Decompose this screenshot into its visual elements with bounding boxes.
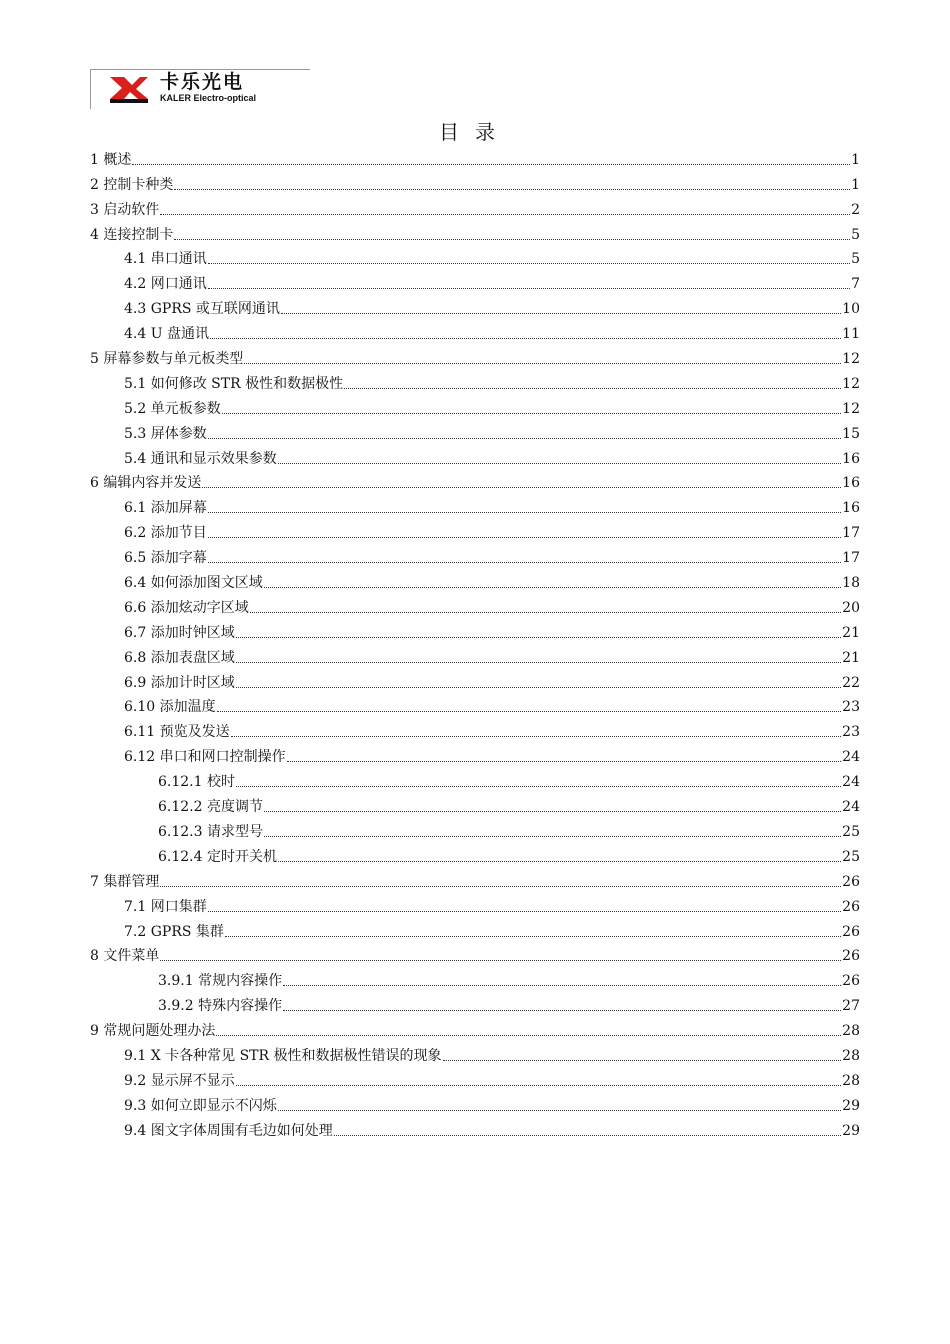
toc-dot-leader (222, 413, 841, 414)
toc-entry-label: 5 屏幕参数与单元板类型 (90, 351, 244, 368)
header-rule-left (90, 69, 91, 109)
toc-entry[interactable] (90, 318, 860, 343)
toc-entry[interactable] (90, 443, 860, 468)
toc-entry[interactable] (90, 1065, 860, 1090)
toc-dot-leader (208, 562, 841, 563)
toc-dot-leader (160, 886, 841, 887)
toc-entry-label: 4 连接控制卡 (90, 226, 174, 243)
toc-dot-leader (236, 637, 841, 638)
toc-entry-page: 17 (842, 525, 860, 542)
toc-dot-leader (208, 911, 841, 912)
toc-dot-leader (278, 861, 841, 862)
toc-entry-page: 5 (851, 226, 860, 243)
toc-dot-leader (344, 388, 841, 389)
toc-entry-page: 23 (842, 699, 860, 716)
toc-entry[interactable] (90, 1115, 860, 1140)
toc-entry-label: 3.9.2 特殊内容操作 (158, 998, 283, 1015)
toc-entry-label: 5.2 单元板参数 (124, 400, 221, 417)
toc-entry-page: 27 (842, 998, 860, 1015)
toc-entry[interactable] (90, 268, 860, 293)
toc-entry-page: 1 (851, 176, 860, 193)
toc-entry[interactable] (90, 941, 860, 966)
toc-entry-label: 7.2 GPRS 集群 (124, 923, 224, 940)
toc-dot-leader (236, 1085, 841, 1086)
toc-entry-label: 6.6 添加炫动字区域 (124, 599, 249, 616)
toc-entry-label: 5.1 如何修改 STR 极性和数据极性 (124, 375, 344, 392)
toc-entry-page: 25 (842, 848, 860, 865)
toc-entry-label: 7.1 网口集群 (124, 898, 207, 915)
toc-entry[interactable] (90, 542, 860, 567)
toc-entry[interactable] (90, 766, 860, 791)
toc-entry-page: 12 (842, 400, 860, 417)
toc-entry-label: 6.11 预览及发送 (124, 724, 230, 741)
toc-entry-label: 6.12.1 校时 (158, 774, 235, 791)
toc-entry-label: 6.12.2 亮度调节 (158, 799, 263, 816)
toc-dot-leader (236, 662, 841, 663)
toc-dot-leader (278, 463, 841, 464)
toc-entry-label: 6.1 添加屏幕 (124, 500, 207, 517)
toc-dot-leader (174, 239, 850, 240)
toc-entry[interactable] (90, 1090, 860, 1115)
toc-entry-page: 26 (842, 923, 860, 940)
page-header (90, 69, 310, 109)
toc-entry[interactable] (90, 990, 860, 1015)
toc-entry-label: 6.7 添加时钟区域 (124, 624, 235, 641)
toc-entry-page: 16 (842, 475, 860, 492)
toc-entry[interactable] (90, 343, 860, 368)
toc-entry-page: 12 (842, 375, 860, 392)
toc-entry-label: 9.4 图文字体周围有毛边如何处理 (124, 1122, 333, 1139)
toc-entry[interactable] (90, 866, 860, 891)
toc-entry-label: 9 常规问题处理办法 (90, 1023, 216, 1040)
toc-entry-label: 3 启动软件 (90, 201, 160, 218)
toc-dot-leader (264, 587, 841, 588)
toc-dot-leader (160, 960, 841, 961)
toc-dot-leader (208, 512, 841, 513)
toc-entry[interactable] (90, 1040, 860, 1065)
toc-entry-label: 7 集群管理 (90, 873, 160, 890)
toc-entry[interactable] (90, 791, 860, 816)
toc-entry-page: 26 (842, 973, 860, 990)
toc-dot-leader (208, 263, 850, 264)
toc-dot-leader (283, 1010, 841, 1011)
toc-entry-page: 22 (842, 674, 860, 691)
toc-entry[interactable] (90, 642, 860, 667)
toc-entry-page: 23 (842, 724, 860, 741)
toc-dot-leader (236, 786, 841, 787)
toc-entry-page: 26 (842, 898, 860, 915)
toc-entry[interactable] (90, 592, 860, 617)
toc-dot-leader (283, 985, 841, 986)
toc-entry[interactable] (90, 418, 860, 443)
toc-entry-label: 6.10 添加温度 (124, 699, 216, 716)
toc-dot-leader (278, 1110, 841, 1111)
toc-entry-page: 18 (842, 575, 860, 592)
toc-entry-page: 7 (851, 276, 860, 293)
toc-entry-label: 6.12.3 请求型号 (158, 823, 263, 840)
toc-title: 目录 (439, 120, 511, 144)
toc-entry-page: 24 (842, 799, 860, 816)
toc-dot-leader (443, 1060, 842, 1061)
toc-entry[interactable] (90, 368, 860, 393)
toc-entry-label: 6 编辑内容并发送 (90, 475, 202, 492)
brand-name-en: KALER Electro-optical (160, 93, 257, 103)
toc-entry-page: 16 (842, 500, 860, 517)
toc-dot-leader (250, 612, 841, 613)
toc-entry[interactable] (90, 667, 860, 692)
toc-entry[interactable] (90, 517, 860, 542)
toc-dot-leader (236, 687, 841, 688)
toc-entry[interactable] (90, 716, 860, 741)
toc-entry-page: 12 (842, 351, 860, 368)
toc-entry-label: 6.12.4 定时开关机 (158, 848, 277, 865)
toc-entry-label: 9.1 X 卡各种常见 STR 极性和数据极性错误的现象 (124, 1047, 442, 1064)
toc-dot-leader (208, 537, 841, 538)
toc-entry-page: 11 (842, 326, 860, 343)
toc-entry[interactable] (90, 841, 860, 866)
toc-entry-label: 6.8 添加表盘区域 (124, 649, 235, 666)
toc-entry[interactable] (90, 194, 860, 219)
toc-entry-label: 5.4 通讯和显示效果参数 (124, 450, 277, 467)
toc-entry-page: 24 (842, 749, 860, 766)
toc-entry[interactable] (90, 692, 860, 717)
toc-dot-leader (216, 1035, 841, 1036)
toc-entry-label: 4.1 串口通讯 (124, 251, 207, 268)
toc-dot-leader (244, 363, 841, 364)
toc-dot-leader (287, 761, 842, 762)
toc-entry[interactable] (90, 916, 860, 941)
toc-dot-leader (202, 487, 841, 488)
toc-entry[interactable] (90, 617, 860, 642)
toc-entry[interactable] (90, 169, 860, 194)
toc-dot-leader (208, 438, 841, 439)
toc-entry-label: 6.4 如何添加图文区域 (124, 575, 263, 592)
toc-entry[interactable] (90, 293, 860, 318)
toc-entry[interactable] (90, 965, 860, 990)
toc-entry-page: 1 (851, 151, 860, 168)
toc-entry-page: 20 (842, 599, 860, 616)
toc-entry-page: 16 (842, 450, 860, 467)
toc-entry-page: 25 (842, 823, 860, 840)
toc-dot-leader (132, 164, 850, 165)
toc-entry-page: 5 (851, 251, 860, 268)
header-rule (90, 69, 310, 70)
toc-entry[interactable] (90, 741, 860, 766)
toc-entry[interactable] (90, 244, 860, 269)
toc-entry-label: 9.2 显示屏不显示 (124, 1072, 235, 1089)
toc-entry-page: 28 (842, 1047, 860, 1064)
toc-entry-label: 2 控制卡种类 (90, 176, 174, 193)
toc-dot-leader (208, 288, 850, 289)
toc-entry-label: 6.5 添加字幕 (124, 550, 207, 567)
toc-entry-label: 4.3 GPRS 或互联网通讯 (124, 301, 280, 318)
toc-entry-label: 6.2 添加节目 (124, 525, 207, 542)
toc-entry[interactable] (90, 492, 860, 517)
toc-entry-page: 15 (842, 425, 860, 442)
toc-dot-leader (160, 214, 850, 215)
toc-entry-page: 24 (842, 774, 860, 791)
toc-entry-label: 8 文件菜单 (90, 948, 160, 965)
toc-dot-leader (174, 189, 850, 190)
toc-entry[interactable] (90, 393, 860, 418)
toc-entry-page: 28 (842, 1072, 860, 1089)
toc-entry[interactable] (90, 1015, 860, 1040)
toc-dot-leader (231, 736, 842, 737)
toc-entry[interactable] (90, 567, 860, 592)
toc-dot-leader (334, 1135, 841, 1136)
toc-entry-label: 6.12 串口和网口控制操作 (124, 749, 286, 766)
table-of-contents (90, 144, 860, 1140)
kaler-logo-icon (108, 75, 148, 103)
toc-entry-page: 29 (842, 1122, 860, 1139)
toc-dot-leader (281, 313, 841, 314)
toc-entry[interactable] (90, 219, 860, 244)
toc-dot-leader (264, 836, 841, 837)
toc-entry-page: 26 (842, 948, 860, 965)
toc-entry-label: 5.3 屏体参数 (124, 425, 207, 442)
toc-entry-page: 21 (842, 624, 860, 641)
toc-entry-label: 4.4 U 盘通讯 (124, 326, 209, 343)
toc-entry-page: 10 (842, 301, 860, 318)
toc-dot-leader (217, 711, 842, 712)
toc-entry-page: 29 (842, 1097, 860, 1114)
toc-entry[interactable] (90, 468, 860, 493)
toc-entry-page: 26 (842, 873, 860, 890)
toc-entry-label: 3.9.1 常规内容操作 (158, 973, 283, 990)
toc-entry-page: 21 (842, 649, 860, 666)
toc-dot-leader (225, 936, 841, 937)
toc-entry[interactable] (90, 891, 860, 916)
toc-dot-leader (264, 811, 841, 812)
toc-entry-label: 9.3 如何立即显示不闪烁 (124, 1097, 277, 1114)
toc-entry[interactable] (90, 144, 860, 169)
toc-entry-label: 4.2 网口通讯 (124, 276, 207, 293)
toc-entry-label: 6.9 添加计时区域 (124, 674, 235, 691)
toc-entry-label: 1 概述 (90, 151, 132, 168)
toc-entry-page: 2 (851, 201, 860, 218)
toc-entry[interactable] (90, 816, 860, 841)
toc-entry-page: 28 (842, 1023, 860, 1040)
toc-entry-page: 17 (842, 550, 860, 567)
toc-dot-leader (210, 338, 841, 339)
brand-name-cn: 卡乐光电 (160, 71, 245, 93)
